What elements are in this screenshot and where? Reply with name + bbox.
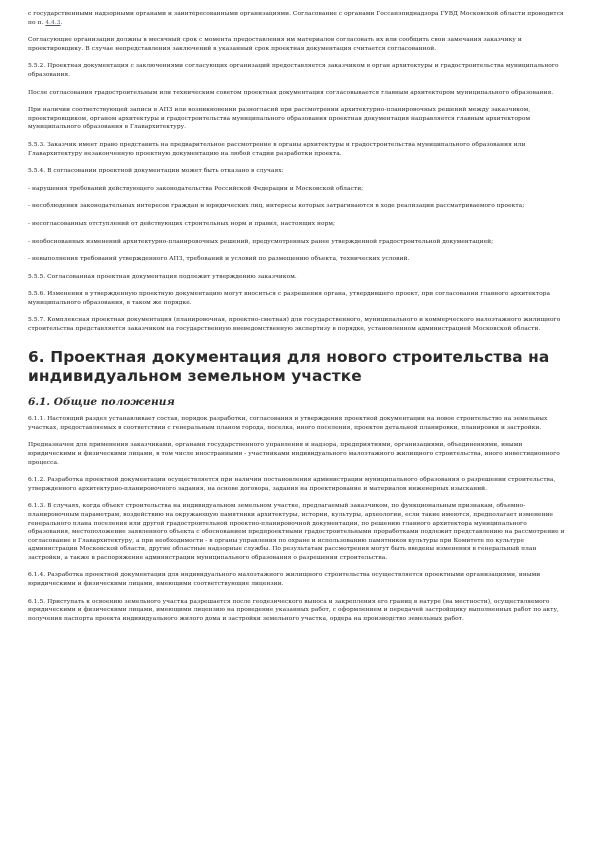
paragraph-6-1-5: 6.1.5. Приступать к освоению земельного участка разрешается после геодезического выноса и закрепления его границ в натуре (на местности), осуществляемого юридическими и физическими лицами, имеющими лицензию на проведение указанных работ, с оформлением и передачей застройщику выполненных работ по акту, получения паспорта проекта индивидуального жилого дома и застройки земельного участка, ордера на производство земельных работ. (28, 598, 559, 622)
paragraph-6-1-2: 6.1.2. Разработка проектной документации осуществляется при наличии постановления администрации муниципального образования о разрешении строительства, утвержденного архитектурно-планировочного задания, на основе договора, задания на проектирование и материалов инженерных изысканий. (28, 477, 556, 492)
list-item-refusal-5: - невыполнения требований утвержденного АПЗ, требований и условий по размещению объекта, технических условий. (28, 256, 410, 263)
paragraph-chief-architect-approval: После согласования градостроительным или техническим советом проектная документация согласовывается главным архитектором муниципального образования. (28, 89, 554, 96)
list-item-refusal-4: - необоснованных изменений архитектурно-планировочных решений, предусмотренных ранее утвержденной градостроительной документацией; (28, 238, 494, 245)
link-clause-4-4-3[interactable]: 4.4.3 (45, 19, 61, 26)
paragraph-5-5-3: 5.5.3. Заказчик имеет право представить на предварительное рассмотрение в органы архитектуры и градостроительства муниципального образования или Главархитектуру незаконченную проектную документацию на любой стадии разработки проекта. (28, 141, 526, 157)
subsection-heading-6-1: 6.1. Общие положения (28, 395, 175, 408)
paragraph-approval-authorities: с государственными надзорными органами и заинтересованными организациями. Согласование с органами Госсанэпиднадзора ГУВД Московской области проводится по п. 4.4.3. (28, 11, 564, 26)
list-item-refusal-1: - нарушения требований действующего законодательства Российской Федерации и Московской области; (28, 185, 364, 192)
paragraph-6-1-3: 6.1.3. В случаях, когда объект строительства на индивидуальном земельном участке, предлагаемый заказчиком, по функциональным признакам, объемно-планировочным параметрам, воздействию на окружающую памятники архитектуры, истории, культуры, археологии, если такие имеются, предполагает изменение генерального плана поселения или другой градостроительной проектно-планировочной документации, по решению главного архитектора муниципального образования, местоположение заявленного объекта с обоснованием предпроектными градостроительными проработками подлежит представлению на рассмотрение и согласование в Главархитектуру, а при необходимости - в органы управления по охране и использованию памятников культуры при Комитете по культуре администрации Московской области, другие областные надзорные службы. По результатам рассмотрения могут быть введены изменения в генеральный план застройки, а также в распоряжение администрации муниципального образования о разрешении строительства. (28, 503, 565, 561)
paragraph-5-5-7: 5.5.7. Комплексная проектная документация (планировочная, проектно-сметная) для государственного, муниципального и коммерческого малоэтажного жилищного строительства представляется заказчиком на государственную вневедомственную экспертизу в порядке, установленном администрацией Московской области. (28, 317, 561, 333)
paragraph-5-5-2: 5.5.2. Проектная документация с заключениями согласующих организаций предоставляется заказчиком в орган архитектуры и градостроительства муниципального образования. (28, 63, 559, 78)
paragraph-5-5-6: 5.5.6. Изменения в утвержденную проектную документацию могут вноситься с разрешения органа, утвердившего проект, при согласовании главного архитектора муниципального образования, в таком же порядке. (28, 291, 551, 306)
paragraph-5-5-5: 5.5.5. Согласованная проектная документация подлежит утверждению заказчиком. (28, 273, 297, 280)
paragraph-6-1-1: 6.1.1. Настоящий раздел устанавливает состав, порядок разработки, согласования и утверждения проектной документации на новое строительство на земельных участках, предоставляемых в соответствии с генеральным планом города, поселка, иного поселения, проектов детальной планировки, планировки и застройки. (28, 416, 548, 431)
paragraph-5-5-4: 5.5.4. В согласовании проектной документации может быть отказано в случаях: (28, 168, 284, 175)
paragraph-6-1-4: 6.1.4. Разработка проектной документации для индивидуального малоэтажного жилищного строительства осуществляется проектными организациями, иными юридическими и физическими лицами, имеющими соответствующие лицензии. (28, 572, 541, 588)
paragraph-monthly-term: Согласующие организации должны в месячный срок с момента предоставления им материалов согласовать их или сообщить свои замечания заказчику и проектировщику. В случае непредставления заключений в указанный срок проектная документация считается согласованной. (28, 37, 522, 52)
list-item-refusal-3: - несогласованных отступлений от действующих строительных норм и правил, настоящих норм; (28, 220, 336, 227)
section-heading-6: 6. Проектная документация для нового строительства на индивидуальном земельном участке (28, 347, 550, 386)
paragraph-intended-for: Предназначен для применения заказчиками, органами государственного управления и надзора, предприятиями, организациями, объединениями, иными юридическими и физическими лицами, в том числе иностранными - участниками индивидуального малоэтажного жилищного строительства, иного инвестиционного процесса. (28, 442, 560, 466)
paragraph-apz-disagreements: При наличии соответствующей записи в АПЗ или возникновении разногласий при рассмотрении архитектурно-планировочных решений между заказчиком, проектировщиком, органом архитектуры и градостроительства муниципального образования проектная документация направляется главным архитектором муниципального образования в Главархитектуру. (28, 107, 531, 131)
list-item-refusal-2: - несоблюдения законодательных интересов граждан и юридических лиц, интересы которых затрагиваются в ходе реализации рассматриваемого проекта; (28, 203, 525, 210)
